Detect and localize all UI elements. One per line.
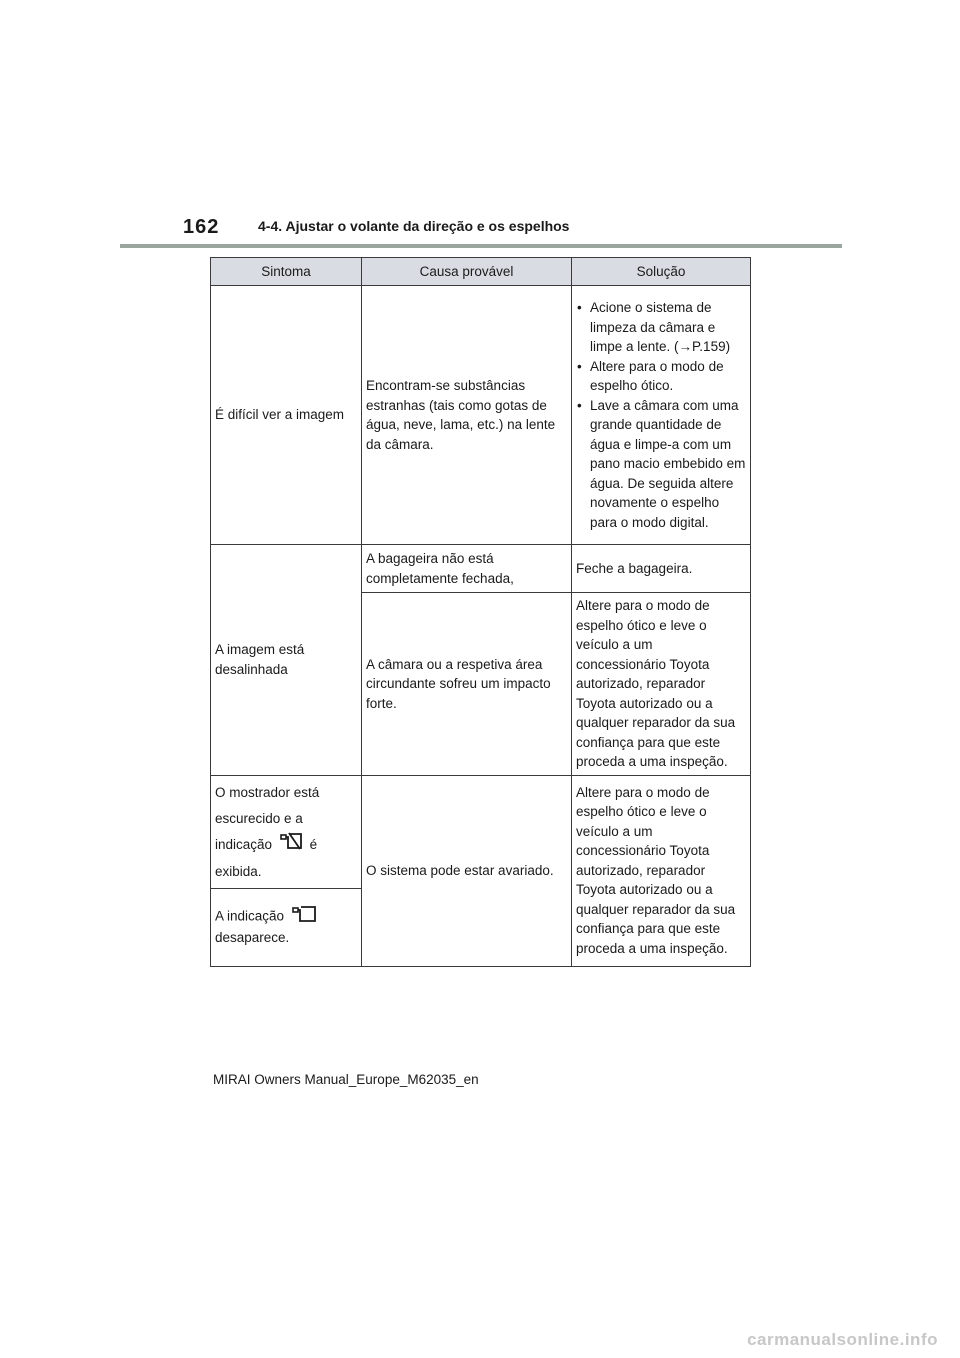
table-row bbox=[211, 545, 751, 593]
list-item bbox=[576, 357, 746, 396]
symptom-line: O mostrador está bbox=[215, 784, 320, 800]
solution-list bbox=[576, 298, 746, 532]
watermark: carmanualsonline.info bbox=[747, 1330, 938, 1349]
symptom-cell bbox=[211, 775, 362, 888]
solution-cell: Altere para o modo de espelho ótico e leve o veículo a um concessionário Toyota autorizado, reparador Toyota autorizado ou a qualquer reparador da sua confiança para que este proceda a uma inspeção. bbox=[572, 775, 751, 966]
table-row bbox=[211, 775, 751, 888]
solution-cell: Feche a bagageira. bbox=[572, 545, 751, 593]
column-header-symptom: Sintoma bbox=[211, 258, 362, 286]
bullet-icon: • bbox=[577, 300, 582, 315]
solution-cell bbox=[572, 286, 751, 545]
symptom-cell: A imagem está desalinhada bbox=[211, 545, 362, 776]
symptom-text: A indicação bbox=[215, 907, 285, 923]
camera-crossed-icon bbox=[279, 832, 303, 859]
cause-cell: Encontram-se substâncias estranhas (tais como gotas de água, neve, lama, etc.) na lente da câmara. bbox=[362, 286, 572, 545]
solution-text: Altere para o modo de espelho ótico. bbox=[590, 358, 724, 393]
cause-cell: A bagageira não está completamente fechada, bbox=[362, 545, 572, 593]
cause-cell: A câmara ou a respetiva área circundante sofreu um impacto forte. bbox=[362, 593, 572, 776]
solution-cell: Altere para o modo de espelho ótico e leve o veículo a um concessionário Toyota autorizado, reparador Toyota autorizado ou a qualquer reparador da sua confiança para que este proceda a uma inspeção. bbox=[572, 593, 751, 776]
table-header-row bbox=[211, 258, 751, 286]
list-item bbox=[576, 298, 746, 357]
symptom-text: é bbox=[309, 836, 318, 852]
symptom-cell bbox=[211, 888, 362, 966]
symptom-text: desaparece. bbox=[215, 930, 290, 945]
bullet-icon: • bbox=[577, 397, 582, 413]
column-header-solution: Solução bbox=[572, 258, 751, 286]
footer-manual-id: MIRAI Owners Manual_Europe_M62035_en bbox=[213, 1072, 479, 1087]
troubleshooting-table bbox=[210, 257, 751, 967]
bullet-icon: • bbox=[577, 358, 582, 374]
camera-icon bbox=[291, 905, 317, 929]
symptom-line: exibida. bbox=[215, 863, 262, 879]
symptom-text: indicação bbox=[215, 836, 273, 852]
list-item bbox=[576, 396, 746, 533]
solution-text: Acione o sistema de limpeza da câmara e limpe a lente. (→P.159) bbox=[590, 300, 731, 354]
table-row bbox=[211, 286, 751, 545]
solution-text: Lave a câmara com uma grande quantidade de água e limpe-a com um pano macio embebido em água. De seguida altere novamente o espelho para o modo digital. bbox=[590, 397, 746, 530]
column-header-cause: Causa provável bbox=[362, 258, 572, 286]
symptom-cell: É difícil ver a imagem bbox=[211, 286, 362, 545]
page-number: 162 bbox=[183, 216, 220, 238]
symptom-line: escurecido e a bbox=[215, 810, 303, 826]
section-title: 4-4. Ajustar o volante da direção e os espelhos bbox=[258, 218, 570, 234]
cause-cell: O sistema pode estar avariado. bbox=[362, 775, 572, 966]
header-divider bbox=[120, 244, 842, 248]
symptom-line bbox=[215, 832, 357, 859]
